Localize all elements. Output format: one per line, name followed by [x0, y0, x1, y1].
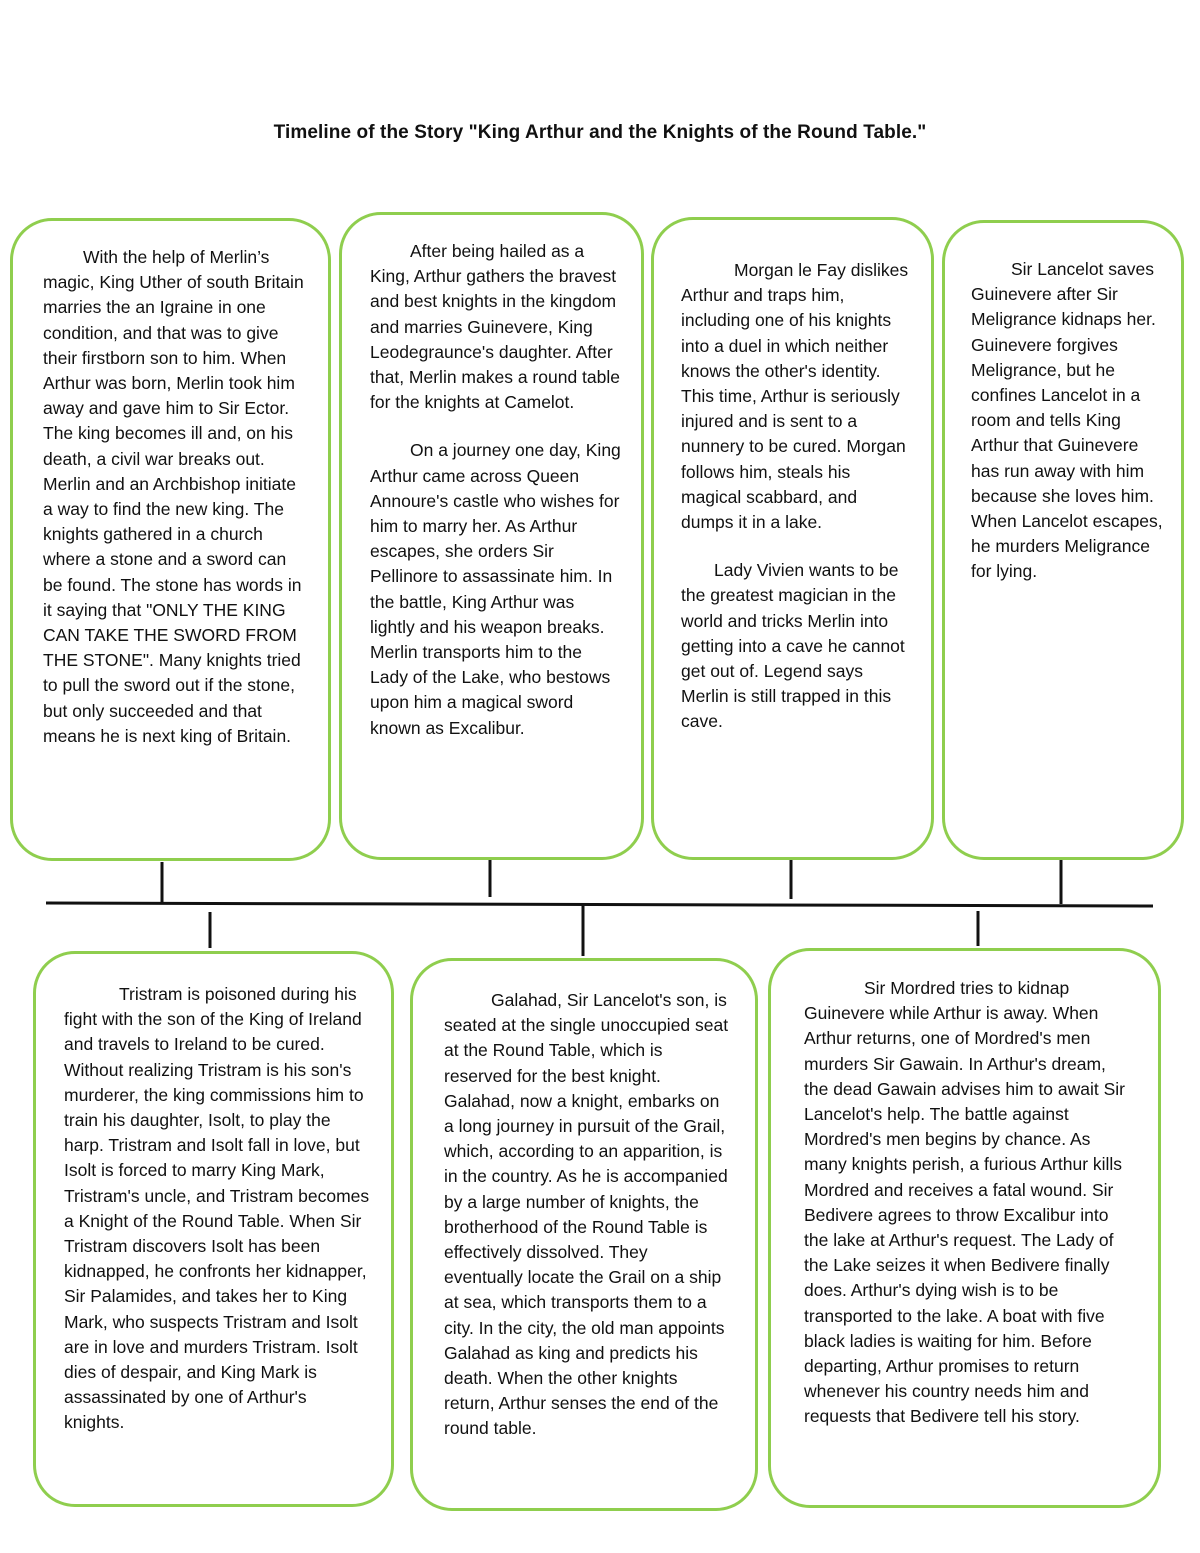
event-box-5 [33, 951, 394, 1507]
timeline-axis [46, 903, 1153, 906]
event-text: After being hailed as a King, Arthur gathers the bravest and best knights in the kingdom and marries Guinevere, King Leodegraunce's daughter. After that, Merlin makes a round table for the knights at Camelot. [370, 241, 620, 413]
event-box-7 [768, 948, 1161, 1508]
event-text: With the help of Merlin’s magic, King Uther of south Britain marries the an Igraine in one condition, and that was to give their firstborn son to him. When Arthur was born, Merlin took him away and gave him to Sir Ector. The king becomes ill and, on his death, a civil war breaks out. Merlin and an Archbishop initiate a way to find the new king. The knights gathered in a church where a stone and a sword can be found. The stone has words in it saying that "ONLY THE KING CAN TAKE THE SWORD FROM THE STONE". Many knights tried to pull the sword out if the stone, but only succeeded and that means he is next king of Britain. [43, 247, 304, 746]
event-text: On a journey one day, King Arthur came across Queen Annoure's castle who wishes for him to marry her. As Arthur escapes, she orders Sir Pellinore to assassinate him. In the battle, King Arthur was lightly and his weapon breaks. Merlin transports him to the Lady of the Lake, who bestows upon him a magical sword known as Excalibur. [370, 440, 621, 738]
event-text: Lady Vivien wants to be the greatest magician in the world and tricks Merlin into getting into a cave he cannot get out of. Legend says Merlin is still trapped in this cave. [681, 560, 905, 732]
page-title: Timeline of the Story "King Arthur and the Knights of the Round Table." [273, 122, 927, 143]
event-box-1 [10, 218, 331, 861]
event-text: Tristram is poisoned during his fight with the son of the King of Ireland and travels to Ireland to be cured. Without realizing Tristram is his son's murderer, the king commissions him to train his daughter, Isolt, to play the harp. Tristram and Isolt fall in love, but Isolt is forced to marry King Mark, Tristram's uncle, and Tristram becomes a Knight of the Round Table. When Sir Tristram discovers Isolt has been kidnapped, he confronts her kidnapper, Sir Palamides, and takes her to King Mark, who suspects Tristram and Isolt are in love and murders Tristram. Isolt dies of despair, and King Mark is assassinated by one of Arthur's knights. [64, 984, 370, 1433]
event-box-2 [339, 212, 644, 860]
event-box-3 [651, 217, 934, 860]
event-text: Morgan le Fay dislikes Arthur and traps him, including one of his knights into a duel in which neither knows the other's identity. This time, Arthur is seriously injured and is sent to a nunnery to be cured. Morgan follows him, steals his magical scabbard, and dumps it in a lake. [681, 260, 909, 533]
event-text: Sir Mordred tries to kidnap Guinevere while Arthur is away. When Arthur returns, one of Mordred's men murders Sir Gawain. In Arthur's dream, the dead Gawain advises him to await Sir Lancelot's help. The battle against Mordred's men begins by chance. As many knights perish, a furious Arthur kills Mordred and receives a fatal wound. Sir Bedivere agrees to throw Excalibur into the lake at Arthur's request. The Lady of the Lake seizes it when Bedivere finally does. Arthur's dying wish is to be transported to the lake. A boat with five black ladies is waiting for him. Before departing, Arthur promises to return whenever his country needs him and requests that Bedivere tell his story. [804, 978, 1125, 1427]
event-text: Galahad, Sir Lancelot's son, is seated at the single unoccupied seat at the Round Table, which is reserved for the best knight. Galahad, now a knight, embarks on a long journey in pursuit of the Grail, which, according to an apparition, is in the country. As he is accompanied by a large number of knights, the brotherhood of the Round Table is effectively dissolved. They eventually locate the Grail on a ship at sea, which transports them to a city. In the city, the old man appoints Galahad as king and predicts his death. When the other knights return, Arthur senses the end of the round table. [444, 990, 729, 1439]
event-box-6 [410, 958, 758, 1511]
event-box-4 [942, 220, 1184, 860]
event-text: Sir Lancelot saves Guinevere after Sir Meligrance kidnaps her. Guinevere forgives Meligrance, but he confines Lancelot in a room and tells King Arthur that Guinevere has run away with him because she loves him. When Lancelot escapes, he murders Meligrance for lying. [971, 259, 1163, 582]
